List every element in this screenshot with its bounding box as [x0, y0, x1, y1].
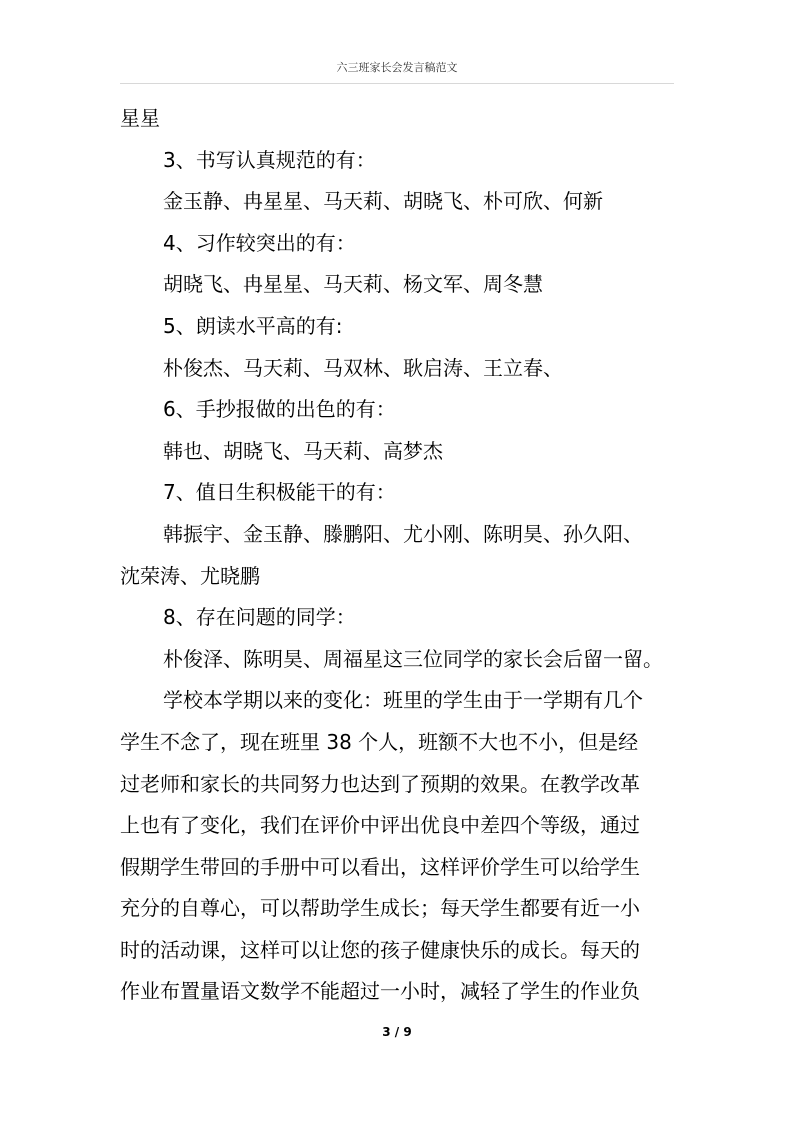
- page-number: 3 / 9: [382, 1025, 412, 1039]
- text-line: 时的活动课，这样可以让您的孩子健康快乐的成长。每天的: [120, 937, 640, 962]
- list-heading-8: 8、存在问题的同学：: [163, 605, 356, 630]
- list-heading-7: 7、值日生积极能干的有：: [163, 480, 396, 505]
- paragraph-start: 学校本学期以来的变化：班里的学生由于一学期有几个: [163, 688, 643, 713]
- text-line: 作业布置量语文数学不能超过一小时，减轻了学生的作业负: [120, 979, 640, 1004]
- list-heading-5: 5、朗读水平高的有:: [163, 313, 343, 338]
- document-body: [120, 98, 676, 1013]
- text-line: 假期学生带回的手册中可以看出，这样评价学生可以给学生: [120, 854, 640, 879]
- text-line: 韩也、胡晓飞、马天莉、高梦杰: [163, 438, 443, 463]
- text-line: 胡晓飞、冉星星、马天莉、杨文军、周冬慧: [163, 272, 543, 297]
- text-line: 沈荣涛、尤晓鹏: [120, 563, 260, 588]
- text-line: 金玉静、冉星星、马天莉、胡晓飞、朴可欣、何新: [163, 189, 603, 214]
- list-heading-6: 6、手抄报做的出色的有：: [163, 397, 396, 422]
- list-heading-3: 3、书写认真规范的有：: [163, 147, 376, 172]
- text-line: 学生不念了，现在班里 38 个人，班额不大也不小，但是经: [120, 729, 639, 754]
- text-line: 朴俊泽、陈明昊、周福星这三位同学的家长会后留一留。: [163, 646, 663, 671]
- text-line: 朴俊杰、马天莉、马双林、耿启涛、王立春、: [163, 355, 563, 380]
- text-line: 星星: [120, 106, 160, 130]
- list-heading-4: 4、习作较突出的有：: [163, 230, 356, 255]
- page-header-title: 六三班家长会发言稿范文: [336, 61, 458, 74]
- text-line: 韩振宇、金玉静、滕鹏阳、尤小刚、陈明昊、孙久阳、: [163, 521, 643, 546]
- header-divider: [120, 83, 674, 84]
- text-line: 过老师和家长的共同努力也达到了预期的效果。在教学改革: [120, 771, 640, 796]
- text-line: 充分的自尊心，可以帮助学生成长；每天学生都要有近一小: [120, 896, 640, 921]
- text-line: 上也有了变化，我们在评价中评出优良中差四个等级，通过: [120, 813, 640, 838]
